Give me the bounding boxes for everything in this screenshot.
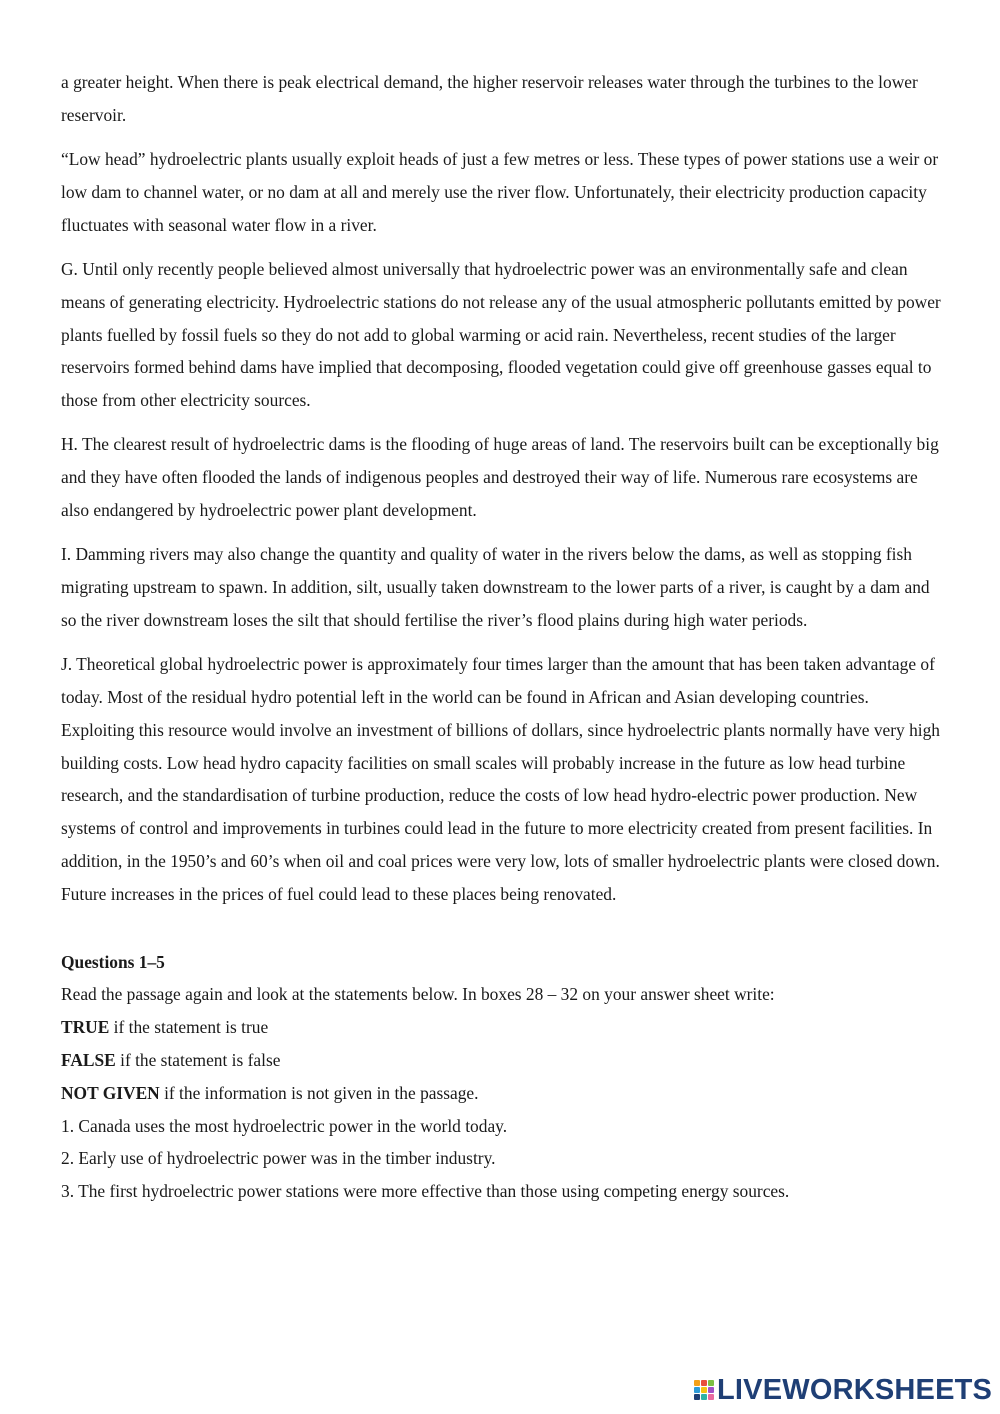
logo-square (708, 1394, 714, 1400)
questions-section (61, 946, 946, 1208)
passage (61, 66, 946, 911)
statement-3: 3. The first hydroelectric power stations were more effective than those using competing energy sources. (61, 1181, 790, 1202)
logo-square (701, 1394, 707, 1400)
logo-grid-icon (694, 1380, 714, 1400)
logo-square (701, 1387, 707, 1393)
option-false (61, 1044, 946, 1077)
passage-paragraph-j: J. Theoretical global hydroelectric power is approximately four times larger than the amount that has been taken advantage of today. Most of the residual hydro potential left in the world can be found in African and Asian developing countries. Exploiting this resource would involve an investment of billions of dollars, since hydroelectric plants normally have very high building costs. Low head hydro capacity facilities on small scales will probably increase in the future as low head turbine research, and the standardisation of turbine production, reduce the costs of low head hydro-electric power production. New systems of control and improvements in turbines could lead in the future to more electricity created from present facilities. In addition, in the 1950’s and 60’s when oil and coal prices were very low, lots of smaller hydroelectric plants were closed down. Future increases in the prices of fuel could lead to these places being renovated. (61, 654, 940, 904)
statement-2: 2. Early use of hydroelectric power was in the timber industry. (61, 1148, 496, 1169)
option-description: if the information is not given in the passage. (159, 1082, 479, 1103)
questions-title: Questions 1–5 (61, 951, 165, 972)
statement-1: 1. Canada uses the most hydroelectric power in the world today. (61, 1115, 508, 1136)
logo-square (694, 1394, 700, 1400)
option-description: if the statement is false (115, 1050, 281, 1071)
questions-instruction: Read the passage again and look at the statements below. In boxes 28 – 32 on your answer sheet write: (61, 984, 775, 1005)
option-true (61, 1011, 946, 1044)
logo-square (708, 1380, 714, 1386)
passage-paragraph-low-head: “Low head” hydroelectric plants usually exploit heads of just a few metres or less. These types of power stations use a weir or low dam to channel water, or no dam at all and merely use the river flow. Unfortunately, their electricity production capacity fluctuates with seasonal water flow in a river. (61, 149, 939, 235)
logo-text: LIVEWORKSHEETS (717, 1374, 993, 1406)
logo-square (708, 1387, 714, 1393)
logo-square (694, 1387, 700, 1393)
passage-paragraph-pumped-storage: a greater height. When there is peak electrical demand, the higher reservoir releases water through the turbines to the lower reservoir. (61, 72, 918, 125)
logo-square (694, 1380, 700, 1386)
passage-paragraph-h: H. The clearest result of hydroelectric dams is the flooding of huge areas of land. The reservoirs built can be exceptionally big and they have often flooded the lands of indigenous peoples and destroyed their way of life. Numerous rare ecosystems are also endangered by hydroelectric power plant development. (61, 434, 939, 521)
option-term: FALSE (61, 1050, 116, 1071)
option-description: if the statement is true (109, 1017, 269, 1038)
logo-square (701, 1380, 707, 1386)
passage-paragraph-i: I. Damming rivers may also change the quantity and quality of water in the rivers below the dams, as well as stopping fish migrating upstream to spawn. In addition, silt, usually taken downstream to the lower parts of a river, is caught by a dam and so the river downstream loses the silt that should fertilise the river’s flood plains during high water periods. (61, 544, 930, 630)
liveworksheets-logo (694, 1375, 992, 1405)
option-not-given (61, 1077, 946, 1110)
passage-paragraph-g: G. Until only recently people believed almost universally that hydroelectric power was an environmentally safe and clean means of generating electricity. Hydroelectric stations do not release any of the usual atmospheric pollutants emitted by power plants fuelled by fossil fuels so they do not add to global warming or acid rain. Nevertheless, recent studies of the larger reservoirs formed behind dams have implied that decomposing, flooded vegetation could give off greenhouse gasses equal to those from other electricity sources. (61, 258, 941, 411)
option-term: NOT GIVEN (61, 1082, 160, 1103)
document-page (61, 66, 946, 1208)
option-term: TRUE (61, 1017, 110, 1038)
